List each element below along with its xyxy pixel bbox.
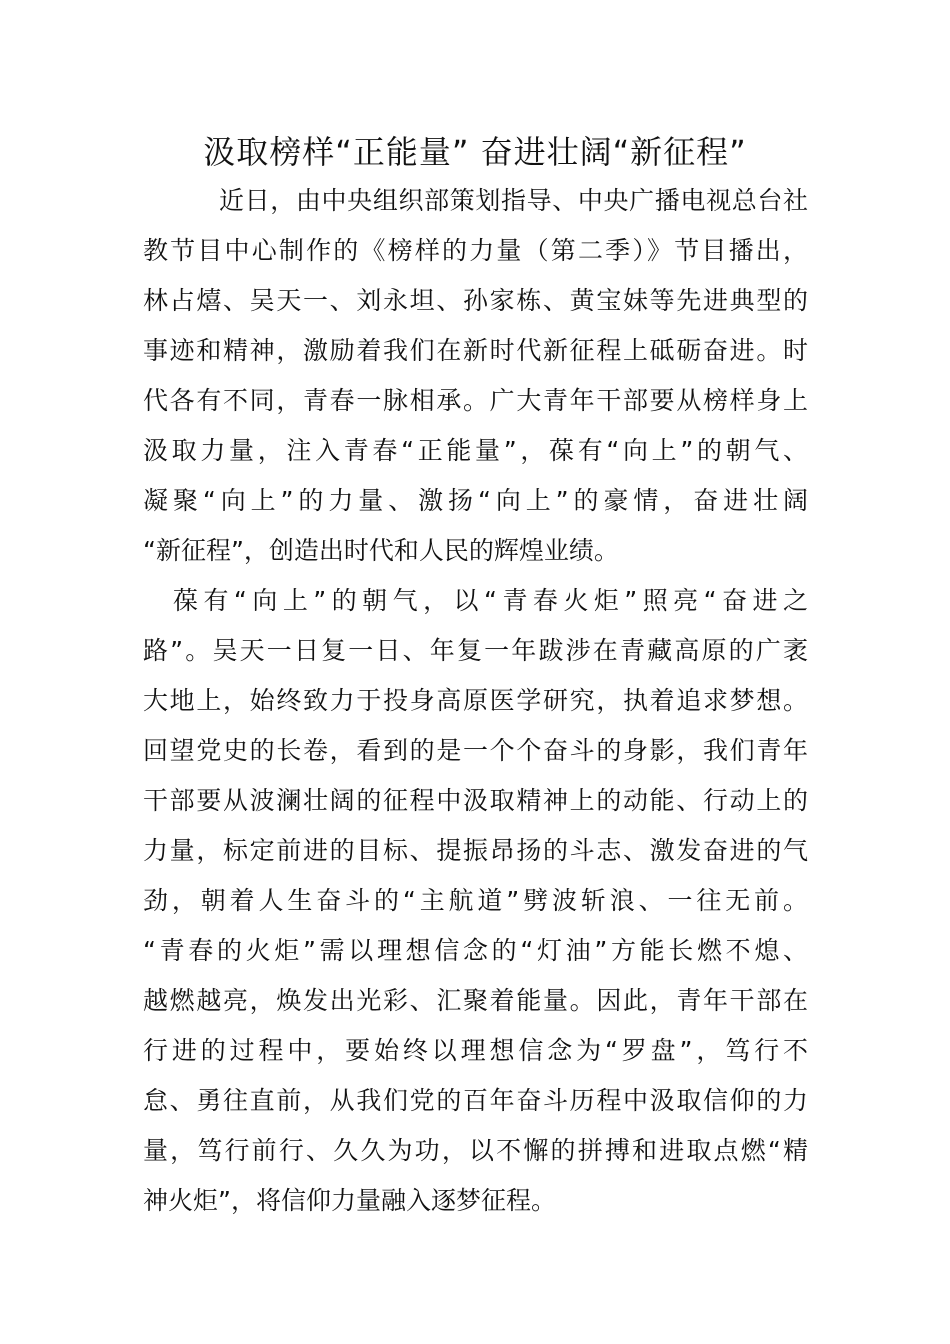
text-line: 劲，朝着人生奋斗的“主航道”劈波斩浪、一往无前。 (143, 886, 808, 915)
text-line: 凝聚“向上”的力量、激扬“向上”的豪情，奋进壮阔 (143, 486, 808, 515)
text-line: 回望党史的长卷，看到的是一个个奋斗的身影，我们青年 (143, 736, 808, 765)
text-line: 路”。吴天一日复一日、年复一年跋涉在青藏高原的广袤 (143, 636, 808, 665)
text-line: 近日，由中央组织部策划指导、中央广播电视总台社 (219, 186, 808, 215)
text-line: 神火炬”，将信仰力量融入逐梦征程。 (143, 1186, 556, 1215)
text-line: 干部要从波澜壮阔的征程中汲取精神上的动能、行动上的 (143, 786, 808, 815)
text-line: 汲取力量，注入青春“正能量”，葆有“向上”的朝气、 (143, 436, 808, 465)
text-line: “青春的火炬”需以理想信念的“灯油”方能长燃不熄、 (143, 936, 808, 965)
text-line: 行进的过程中，要始终以理想信念为“罗盘”，笃行不 (143, 1036, 808, 1065)
text-line: 代各有不同，青春一脉相承。广大青年干部要从榜样身上 (143, 386, 808, 415)
text-line: 事迹和精神，激励着我们在新时代新征程上砥砺奋进。时 (143, 336, 808, 365)
text-line: 林占熺、吴天一、刘永坦、孙家栋、黄宝妹等先进典型的 (143, 286, 808, 315)
text-line: “新征程”，创造出时代和人民的辉煌业绩。 (143, 536, 619, 565)
document-body (143, 176, 808, 1226)
text-line: 怠、勇往直前，从我们党的百年奋斗历程中汲取信仰的力 (143, 1086, 808, 1115)
text-line: 量，笃行前行、久久为功，以不懈的拼搏和进取点燃“精 (143, 1136, 808, 1165)
document-title: 汲取榜样“正能量” 奋进壮阔“新征程” (203, 133, 747, 171)
text-line: 大地上，始终致力于投身高原医学研究，执着追求梦想。 (143, 686, 808, 715)
text-line: 教节目中心制作的《榜样的力量（第二季）》节目播出， (143, 236, 808, 265)
text-line: 葆有“向上”的朝气，以“青春火炬”照亮“奋进之 (173, 586, 808, 615)
text-line: 力量，标定前进的目标、提振昂扬的斗志、激发奋进的气 (143, 836, 808, 865)
text-line: 越燃越亮，焕发出光彩、汇聚着能量。因此，青年干部在 (143, 986, 808, 1015)
